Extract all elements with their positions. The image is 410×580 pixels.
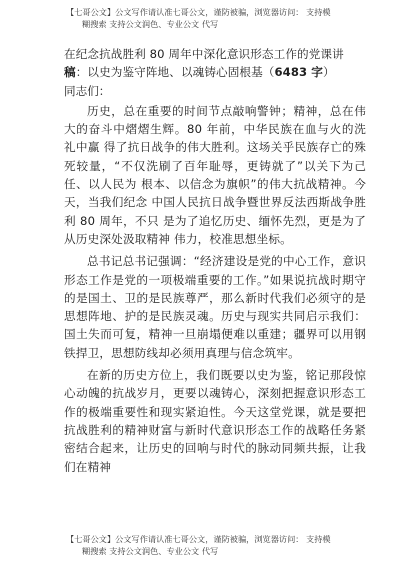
word-count: 6483 字 — [274, 65, 323, 80]
footer-line-1: 【七哥公文】公文写作请认准七哥公文，谨防被骗，浏览器访问： 支持模 — [66, 534, 331, 544]
subtitle-text: ：以史为鉴守阵地、以魂铸心固根基（ — [75, 65, 275, 80]
subtitle-label: 稿 — [64, 65, 76, 80]
header-line-1: 【七哥公文】公文写作请认准七哥公文，谨防被骗，浏览器访问： 支持模 — [66, 7, 331, 17]
page-footer-watermark — [66, 533, 366, 557]
paragraph-3: 在新的历史方位上，我们既要以史为鉴，铭记那段惊心动魄的抗战岁月，更要以魂铸心，深刻把握意识形态工作的极端重要性和现实紧迫性。今天这堂党课，就是要把抗战胜利的精神财富与新时代意识形态工作的战略任务紧密结合起来，让历史的回响与时代的脉动同频共振，让我们在精神 — [64, 368, 366, 474]
footer-line-2: 糊搜索 支持公文润色、专业公文 代写 — [82, 546, 219, 556]
greeting: 同志们： — [64, 83, 111, 98]
subtitle-end: ） — [323, 65, 335, 80]
page-header-watermark — [66, 6, 366, 30]
document-subtitle — [64, 63, 366, 81]
document-body — [64, 45, 366, 480]
paragraph-2: 总书记总书记强调：“经济建设是党的中心工作，意识形态工作是党的一项极端重要的工作。”如果说抗战时期守的是国土、卫的是民族尊严，那么新时代我们必须守的是思想阵地、护的是民族灵魂。历史与现实共同启示我们：国土失而可复，精神一旦崩塌便难以重建；疆界可以用钢铁捍卫，思想防线却必须用真理与信念筑牢。 — [64, 254, 366, 360]
paragraph-1: 历史，总在重要的时间节点敲响警钟；精神，总在伟大的奋斗中熠熠生辉。80 年前，中华民族在血与火的洗礼中赢 得了抗日战争的伟大胜利。这场关乎民族存亡的殊死较量，“不仅洗刷了百年耻辱，更铸就了”以关下为己任、以人民为 根本、以信念为旗帜”的伟大抗战精神。今天，当我们纪念 中国人民抗日战争暨世界反法西斯战争胜利 80 周年，不只 是为了追忆历史、缅怀先烈，更是为了从历史深处汲取精神 伟力，校准思想坐标。 — [64, 103, 366, 246]
header-line-2: 糊搜索 支持公文润色、专业公文 代写 — [82, 19, 219, 29]
document-title: 在纪念抗战胜利 80 周年中深化意识形态工作的党课讲 — [64, 47, 344, 61]
